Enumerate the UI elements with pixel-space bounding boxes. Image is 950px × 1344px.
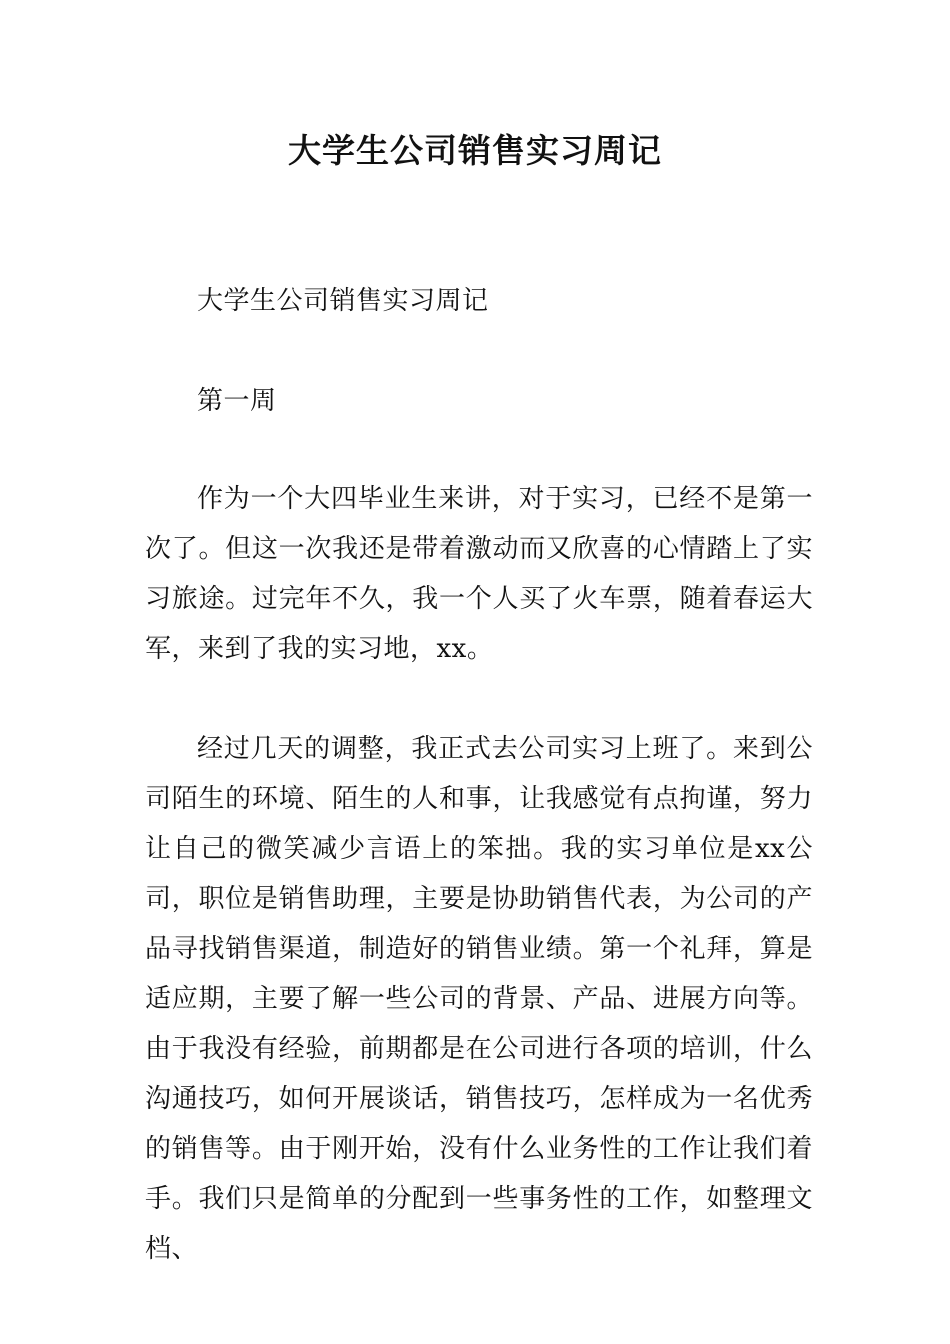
paragraph-2: 经过几天的调整，我正式去公司实习上班了。来到公司陌生的环境、陌生的人和事，让我感觉有点拘谨，努力让自己的微笑减少言语上的笨拙。我的实习单位是xx公司，职位是销售助理，主要是协助销售代表，为公司的产品寻找销售渠道，制造好的销售业绩。第一个礼拜，算是适应期，主要了解一些公司的背景、产品、进展方向等。由于我没有经验，前期都是在公司进行各项的培训，什么沟通技巧，如何开展谈话，销售技巧，怎样成为一名优秀的销售等。由于刚开始，没有什么业务性的工作让我们着手。我们只是简单的分配到一些事务性的工作，如整理文档、 xyxy=(145,734,813,1264)
document-subtitle: 大学生公司销售实习周记 xyxy=(197,286,489,316)
paragraph-1: 作为一个大四毕业生来讲，对于实习，已经不是第一次了。但这一次我还是带着激动而又欣喜的心情踏上了实习旅途。过完年不久，我一个人买了火车票，随着春运大军，来到了我的实习地，xx。 xyxy=(145,484,813,664)
document-title: 大学生公司销售实习周记 xyxy=(288,131,662,170)
week-heading: 第一周 xyxy=(197,386,277,416)
